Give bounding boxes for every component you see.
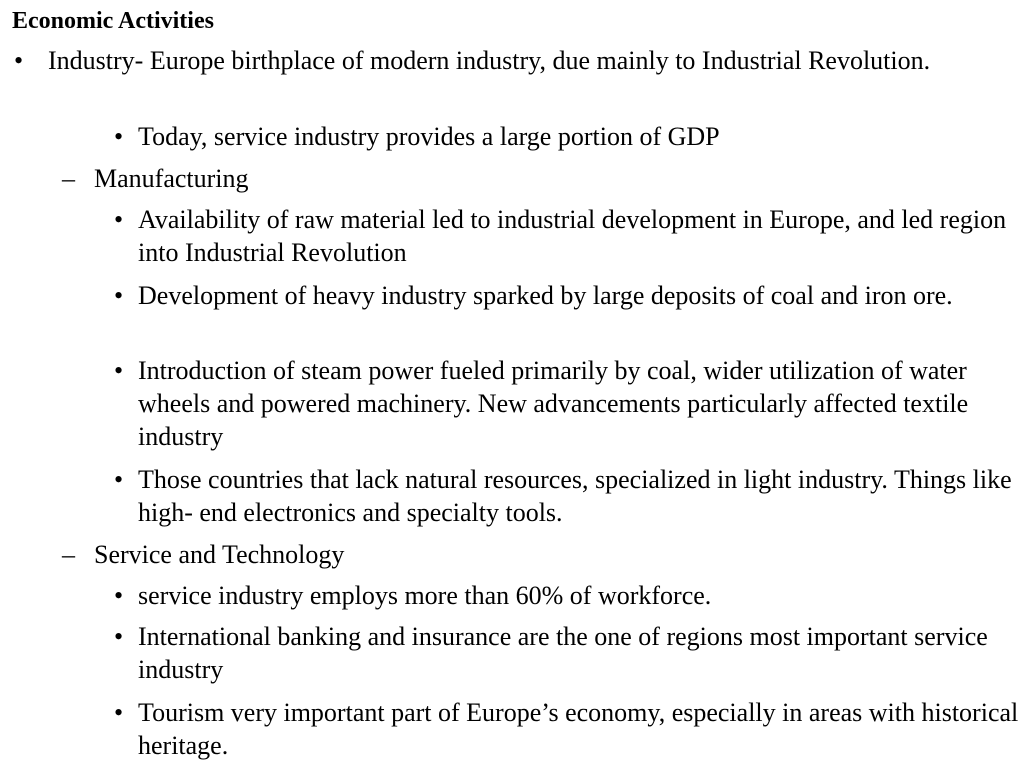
- slide-title: Economic Activities: [12, 8, 214, 34]
- subbullet-steam-power: [112, 354, 1024, 453]
- bullet-marker: •: [114, 622, 124, 651]
- subbullet-service-employment: [112, 579, 1024, 612]
- dash-marker: –: [62, 164, 75, 193]
- bullet-text: Manufacturing: [94, 164, 249, 193]
- subheading-service-technology: [60, 538, 1020, 571]
- bullet-marker: •: [114, 465, 124, 494]
- bullet-text: Development of heavy industry sparked by large deposits of coal and iron ore.: [138, 281, 953, 310]
- bullet-marker: •: [14, 46, 24, 75]
- bullet-text: Introduction of steam power fueled primarily by coal, wider utilization of water wheels and powered machinery. New advancements particularly affected textile industry: [138, 356, 969, 451]
- subbullet-banking-insurance: [112, 620, 1024, 686]
- subbullet-raw-material: [112, 203, 1024, 269]
- bullet-marker: •: [114, 122, 124, 151]
- bullet-text: Tourism very important part of Europe’s economy, especially in areas with historical heritage.: [138, 698, 1019, 760]
- bullet-text: International banking and insurance are the one of regions most important service industry: [138, 622, 988, 684]
- bullet-text: service industry employs more than 60% of workforce.: [138, 581, 712, 610]
- bullet-text: Those countries that lack natural resources, specialized in light industry. Things like high- end electronics and specialty tools.: [138, 465, 1012, 527]
- bullet-marker: •: [114, 205, 124, 234]
- subbullet-heavy-industry: [112, 279, 1024, 312]
- bullet-marker: •: [114, 356, 124, 385]
- bullet-marker: •: [114, 281, 124, 310]
- bullet-marker: •: [114, 581, 124, 610]
- subheading-manufacturing: [60, 162, 1020, 195]
- bullet-industry: [12, 44, 1012, 77]
- subbullet-service-gdp: [112, 120, 1024, 153]
- subbullet-tourism: [112, 696, 1024, 762]
- dash-marker: –: [62, 540, 75, 569]
- bullet-text: Availability of raw material led to industrial development in Europe, and led region into Industrial Revolution: [138, 205, 1007, 267]
- bullet-text: Service and Technology: [94, 540, 345, 569]
- subbullet-light-industry: [112, 463, 1024, 529]
- bullet-text: Today, service industry provides a large portion of GDP: [138, 122, 720, 151]
- bullet-marker: •: [114, 698, 124, 727]
- bullet-text: Industry- Europe birthplace of modern industry, due mainly to Industrial Revolution.: [48, 46, 931, 75]
